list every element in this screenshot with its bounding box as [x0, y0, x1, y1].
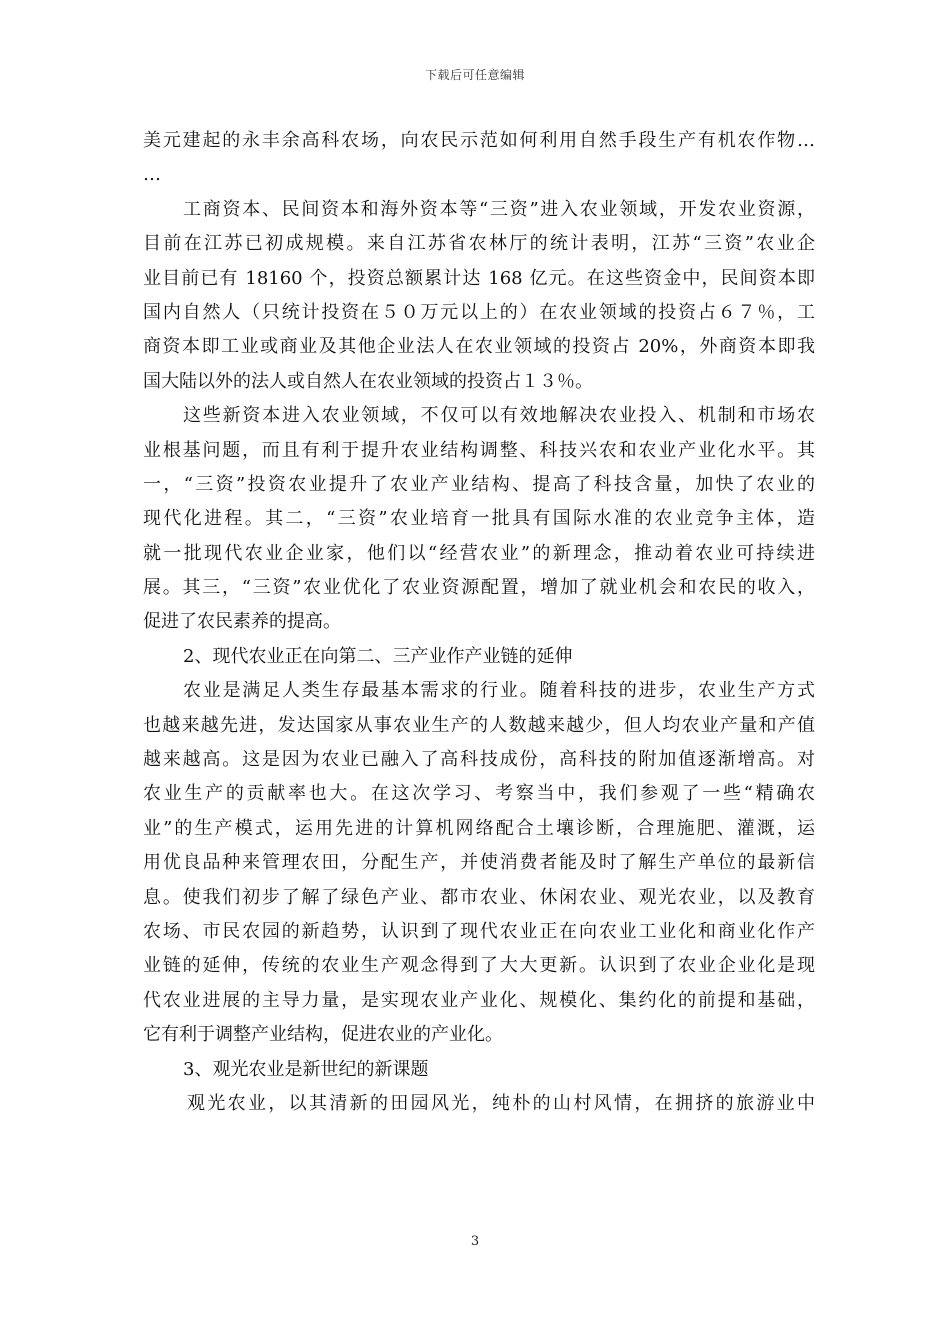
- paragraph-first-line: 观光农业，以其清新的田园风光，纯朴的山村风情，在拥挤的旅游业中: [187, 1092, 815, 1114]
- paragraph-first-line: 农业是满足人类生存最基本需求的行业。随着科技的进步，农业生产方式: [183, 680, 815, 702]
- page-header: 下载后可任意编辑: [424, 68, 525, 82]
- text-line: 现代化进程。其二，“三资”农业培育一批具有国际水准的农业竞争主体，造: [143, 508, 815, 530]
- text-line: 业根基问题，而且有利于提升农业结构调整、科技兴农和农业产业化水平。其: [143, 439, 815, 461]
- text-line: 目前在江苏已初成规模。来自江苏省农林厅的统计表明，江苏“三资”农业企: [143, 233, 815, 255]
- text-line: 业目前已有 18160 个，投资总额累计达 168 亿元。在这些资金中，民间资本即: [143, 267, 815, 289]
- text-line: 业链的延伸，传统的农业生产观念得到了大大更新。认识到了农业企业化是现: [143, 955, 815, 977]
- text-line: 就一批现代农业企业家，他们以“经营农业”的新理念，推动着农业可持续进: [143, 542, 815, 564]
- text-line: 促进了农民素养的提高。: [143, 611, 341, 633]
- text-line: 国内自然人（只统计投资在５０万元以上的）在农业领域的投资占６７％，工: [143, 301, 815, 323]
- text-line: 代农业进展的主导力量，是实现农业产业化、规模化、集约化的前提和基础，: [143, 989, 815, 1011]
- text-line: 国大陆以外的法人或自然人在农业领域的投资占１３％。: [143, 370, 593, 392]
- text-line: 息。使我们初步了解了绿色产业、都市农业、休闲农业、观光农业，以及教育: [143, 886, 815, 908]
- paragraph-first-line: 工商资本、民间资本和海外资本等“三资”进入农业领域，开发农业资源，: [183, 198, 815, 220]
- text-line: 商资本即工业或商业及其他企业法人在农业领域的投资占 20%，外商资本即我: [143, 336, 815, 358]
- text-line: 农业生产的贡献率也大。在这次学习、考察当中，我们参观了一些“精确农: [143, 783, 815, 805]
- section-heading: 2、现代农业正在向第二、三产业作产业链的延伸: [183, 645, 573, 667]
- document-body: [143, 124, 815, 1121]
- text-line: 也越来越先进，发达国家从事农业生产的人数越来越少，但人均农业产量和产值: [143, 714, 815, 736]
- text-line: 它有利于调整产业结构，促进农业的产业化。: [143, 1024, 503, 1046]
- text-line: 一，“三资”投资农业提升了农业产业结构、提高了科技含量，加快了农业的: [143, 473, 815, 495]
- text-line: 农场、市民农园的新趋势，认识到了现代农业正在向农业工业化和商业化作产: [143, 920, 815, 942]
- page-number: 3: [470, 1234, 480, 1249]
- text-line: 美元建起的永丰余高科农场，向农民示范如何利用自然手段生产有机农作物…: [143, 130, 815, 151]
- paragraph-first-line: 这些新资本进入农业领域，不仅可以有效地解决农业投入、机制和市场农: [183, 405, 815, 427]
- text-line: …: [143, 164, 161, 186]
- text-line: 业”的生产模式，运用先进的计算机网络配合土壤诊断，合理施肥、灌溉，运: [143, 817, 815, 839]
- text-line: 展。其三，“三资”农业优化了农业资源配置，增加了就业机会和农民的收入，: [143, 577, 815, 599]
- text-line: 越来越高。这是因为农业已融入了高科技成份，高科技的附加值逐渐增高。对: [143, 749, 815, 771]
- section-heading: 3、观光农业是新世纪的新课题: [183, 1058, 429, 1080]
- text-line: 用优良品种来管理农田，分配生产，并使消费者能及时了解生产单位的最新信: [143, 852, 815, 874]
